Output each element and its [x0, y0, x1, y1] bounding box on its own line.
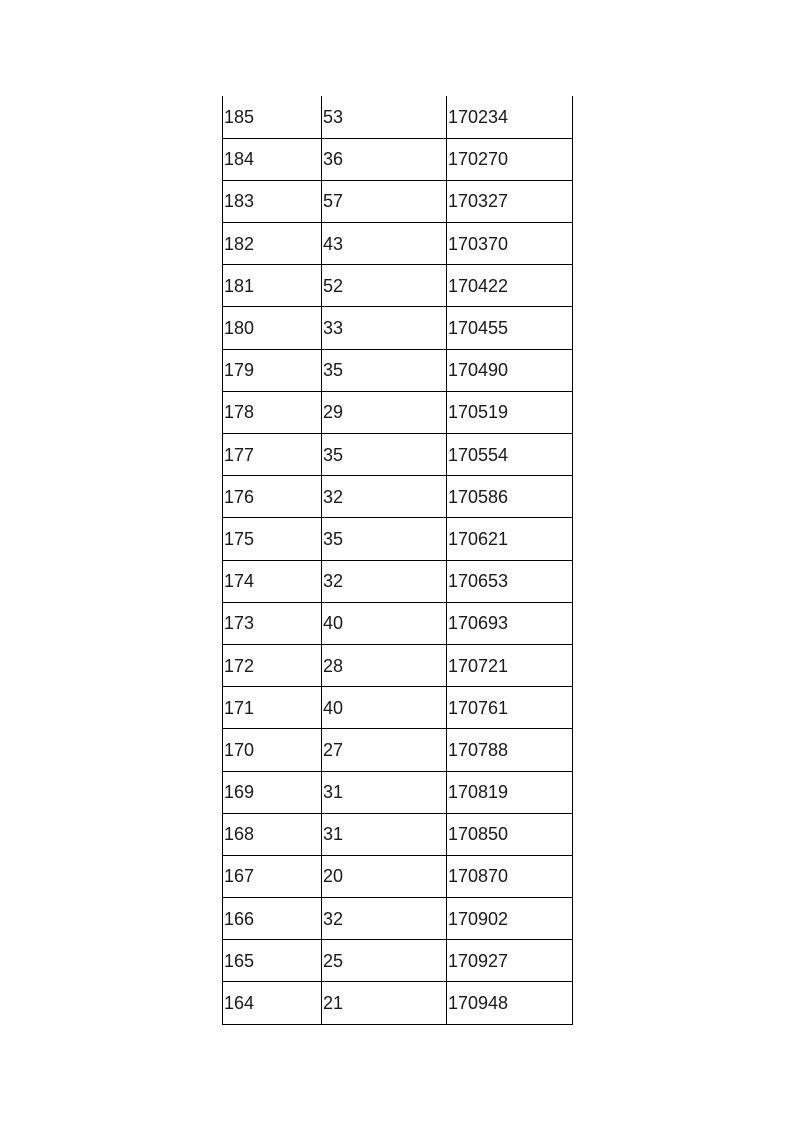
count-cell: 25 [322, 940, 447, 982]
count-cell: 35 [322, 434, 447, 476]
table-row [223, 771, 573, 813]
count-cell: 20 [322, 855, 447, 897]
count-cell: 27 [322, 729, 447, 771]
cumulative-cell: 170234 [447, 96, 573, 138]
count-cell: 57 [322, 180, 447, 222]
cumulative-cell: 170370 [447, 223, 573, 265]
table-row [223, 307, 573, 349]
count-cell: 32 [322, 560, 447, 602]
table-row [223, 560, 573, 602]
score-cell: 177 [223, 434, 322, 476]
score-cell: 167 [223, 855, 322, 897]
table-row [223, 180, 573, 222]
count-cell: 21 [322, 982, 447, 1024]
count-cell: 33 [322, 307, 447, 349]
cumulative-cell: 170327 [447, 180, 573, 222]
count-cell: 29 [322, 391, 447, 433]
score-cell: 175 [223, 518, 322, 560]
table-row [223, 518, 573, 560]
table-row [223, 602, 573, 644]
score-cell: 165 [223, 940, 322, 982]
cumulative-cell: 170519 [447, 391, 573, 433]
cumulative-cell: 170270 [447, 138, 573, 180]
table-row [223, 898, 573, 940]
score-cell: 185 [223, 96, 322, 138]
table-row [223, 434, 573, 476]
count-cell: 40 [322, 602, 447, 644]
score-cell: 181 [223, 265, 322, 307]
score-cell: 164 [223, 982, 322, 1024]
score-cell: 173 [223, 602, 322, 644]
table-row [223, 855, 573, 897]
cumulative-cell: 170586 [447, 476, 573, 518]
cumulative-cell: 170721 [447, 644, 573, 686]
table-row [223, 813, 573, 855]
count-cell: 53 [322, 96, 447, 138]
cumulative-cell: 170927 [447, 940, 573, 982]
table-row [223, 349, 573, 391]
data-table [222, 96, 573, 1025]
score-cell: 180 [223, 307, 322, 349]
cumulative-cell: 170902 [447, 898, 573, 940]
cumulative-cell: 170850 [447, 813, 573, 855]
table-row [223, 265, 573, 307]
score-cell: 174 [223, 560, 322, 602]
count-cell: 36 [322, 138, 447, 180]
score-cell: 171 [223, 687, 322, 729]
cumulative-cell: 170455 [447, 307, 573, 349]
score-cell: 182 [223, 223, 322, 265]
cumulative-cell: 170948 [447, 982, 573, 1024]
count-cell: 43 [322, 223, 447, 265]
score-cell: 168 [223, 813, 322, 855]
table-row [223, 644, 573, 686]
count-cell: 35 [322, 349, 447, 391]
cumulative-cell: 170870 [447, 855, 573, 897]
score-cell: 184 [223, 138, 322, 180]
score-cell: 178 [223, 391, 322, 433]
score-cell: 183 [223, 180, 322, 222]
cumulative-cell: 170554 [447, 434, 573, 476]
table-row [223, 223, 573, 265]
cumulative-cell: 170422 [447, 265, 573, 307]
cumulative-cell: 170621 [447, 518, 573, 560]
table-row [223, 476, 573, 518]
table-row [223, 729, 573, 771]
count-cell: 31 [322, 813, 447, 855]
count-cell: 52 [322, 265, 447, 307]
table-row [223, 391, 573, 433]
score-cell: 169 [223, 771, 322, 813]
cumulative-cell: 170819 [447, 771, 573, 813]
table-body [223, 96, 573, 1024]
cumulative-cell: 170788 [447, 729, 573, 771]
cumulative-cell: 170653 [447, 560, 573, 602]
table-row [223, 687, 573, 729]
count-cell: 28 [322, 644, 447, 686]
score-cell: 166 [223, 898, 322, 940]
score-cell: 176 [223, 476, 322, 518]
score-cell: 170 [223, 729, 322, 771]
count-cell: 35 [322, 518, 447, 560]
score-cell: 179 [223, 349, 322, 391]
cumulative-cell: 170761 [447, 687, 573, 729]
cumulative-cell: 170490 [447, 349, 573, 391]
count-cell: 32 [322, 476, 447, 518]
cumulative-cell: 170693 [447, 602, 573, 644]
count-cell: 40 [322, 687, 447, 729]
score-cell: 172 [223, 644, 322, 686]
table-row [223, 96, 573, 138]
count-cell: 31 [322, 771, 447, 813]
table-row [223, 982, 573, 1024]
table-row [223, 940, 573, 982]
table-row [223, 138, 573, 180]
count-cell: 32 [322, 898, 447, 940]
